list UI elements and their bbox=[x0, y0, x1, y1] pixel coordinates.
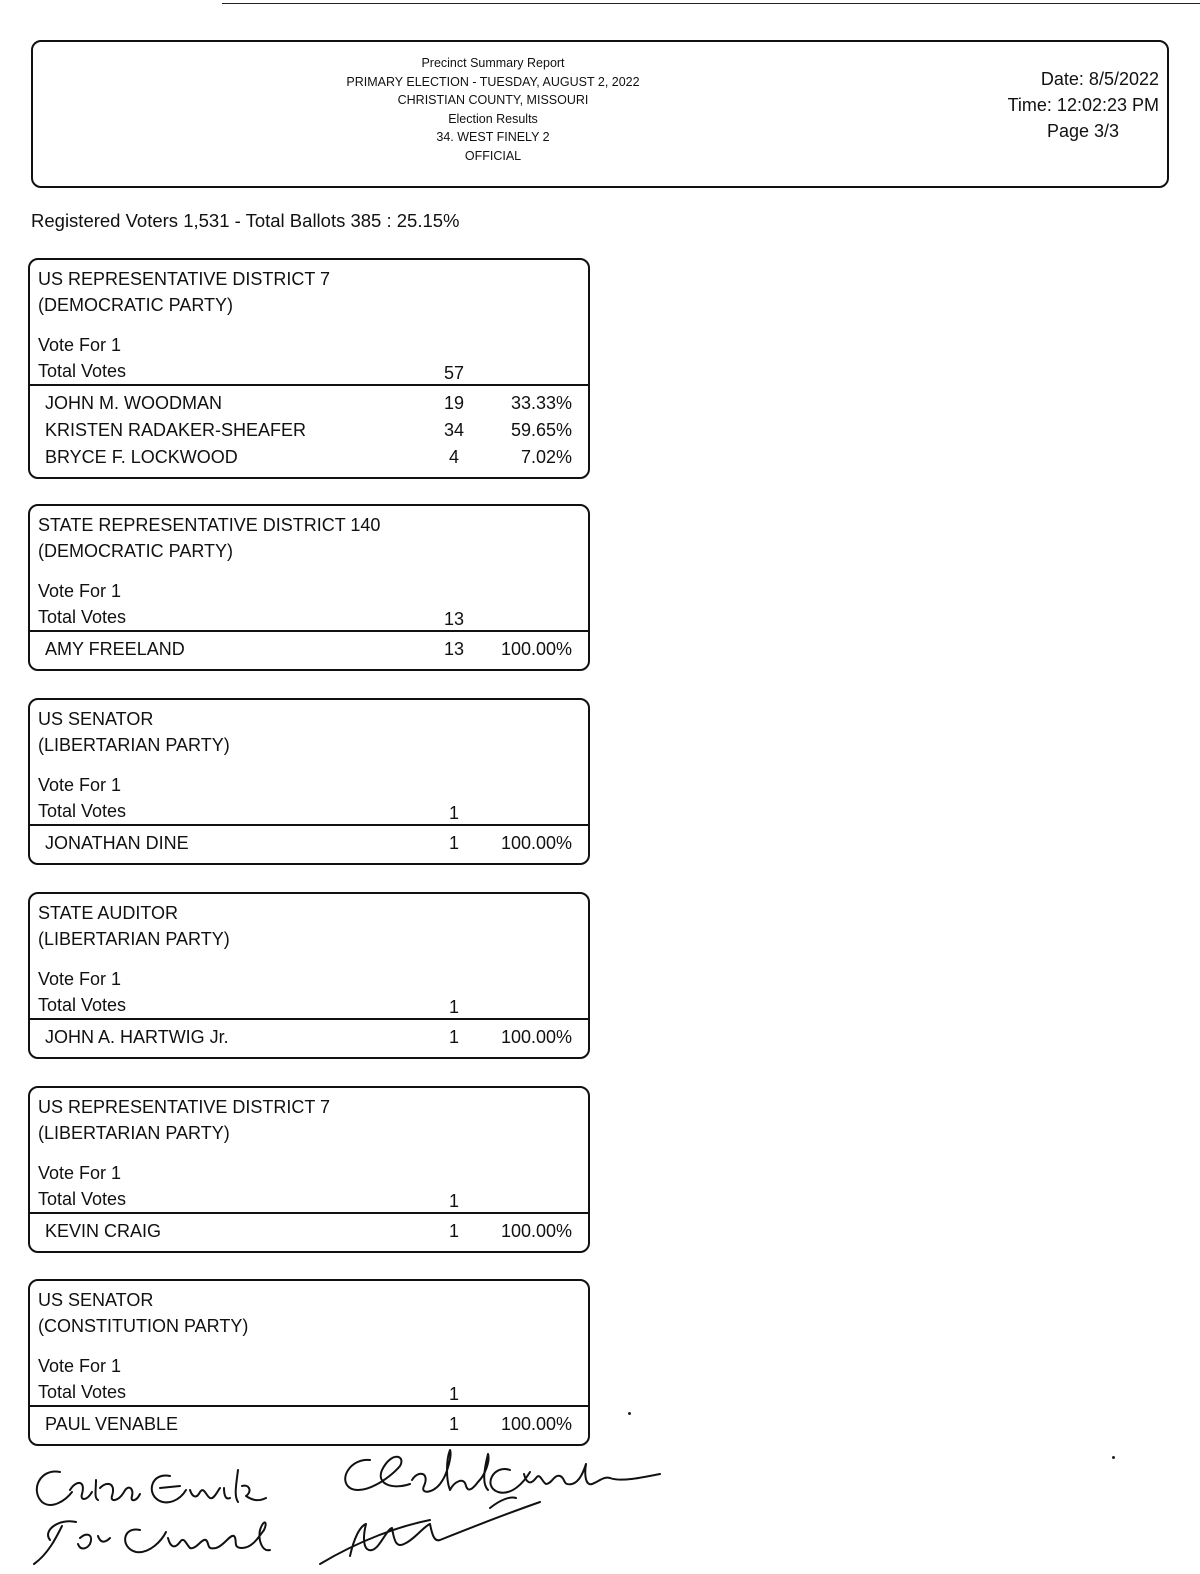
contest-party: (CONSTITUTION PARTY) bbox=[38, 1316, 249, 1336]
candidate-name: BRYCE F. LOCKWOOD bbox=[45, 447, 238, 467]
contest-party: (LIBERTARIAN PARTY) bbox=[38, 735, 230, 755]
county-name: CHRISTIAN COUNTY, MISSOURI bbox=[397, 93, 589, 107]
signature-4 bbox=[320, 1497, 540, 1564]
total-votes-value: 13 bbox=[443, 609, 465, 629]
candidate-list bbox=[30, 1212, 588, 1251]
candidate-percent: 100.00% bbox=[500, 639, 572, 659]
total-votes-value: 1 bbox=[448, 1191, 459, 1211]
signatures-area bbox=[20, 1430, 700, 1574]
candidate-percent: 100.00% bbox=[500, 1221, 572, 1241]
total-votes-value: 57 bbox=[443, 363, 465, 383]
candidate-votes: 13 bbox=[443, 639, 465, 659]
total-votes-label: Total Votes bbox=[38, 361, 127, 381]
total-votes-label: Total Votes bbox=[38, 801, 127, 821]
turnout-summary: Registered Voters 1,531 - Total Ballots 385 : 25.15% bbox=[31, 210, 460, 231]
total-votes-label: Total Votes bbox=[38, 1382, 127, 1402]
candidate-list bbox=[30, 384, 588, 477]
report-date: Date: 8/5/2022 bbox=[1040, 69, 1159, 89]
candidate-votes: 34 bbox=[443, 420, 465, 440]
candidate-name: PAUL VENABLE bbox=[45, 1414, 179, 1434]
candidate-row bbox=[30, 417, 588, 444]
signature-lisa-russell bbox=[34, 1521, 270, 1564]
total-votes-label: Total Votes bbox=[38, 607, 127, 627]
candidate-votes: 4 bbox=[448, 447, 459, 467]
candidate-percent: 7.02% bbox=[520, 447, 572, 467]
report-title-block bbox=[283, 54, 703, 165]
candidate-percent: 33.33% bbox=[510, 393, 572, 413]
signature-robert-graham bbox=[345, 1450, 660, 1493]
contest-party: (DEMOCRATIC PARTY) bbox=[38, 541, 234, 561]
contest-title: US SENATOR bbox=[38, 709, 154, 729]
candidate-percent: 100.00% bbox=[500, 833, 572, 853]
candidate-list bbox=[30, 630, 588, 669]
vote-for: Vote For 1 bbox=[38, 1163, 122, 1183]
report-status: OFFICIAL bbox=[464, 148, 522, 163]
candidate-votes: 1 bbox=[448, 1027, 459, 1047]
total-votes-row bbox=[30, 992, 588, 1018]
total-votes-value: 1 bbox=[448, 997, 459, 1017]
contest-box bbox=[28, 698, 590, 865]
candidate-percent: 100.00% bbox=[500, 1414, 572, 1434]
vote-for: Vote For 1 bbox=[38, 1356, 122, 1376]
candidate-percent: 100.00% bbox=[500, 1027, 572, 1047]
report-subtitle: Election Results bbox=[448, 111, 538, 126]
contest-box bbox=[28, 1086, 590, 1253]
total-votes-row bbox=[30, 358, 588, 384]
candidate-row bbox=[30, 1218, 588, 1245]
vote-for: Vote For 1 bbox=[38, 335, 122, 355]
report-meta bbox=[1008, 66, 1159, 144]
stray-mark bbox=[1112, 1456, 1115, 1459]
total-votes-row bbox=[30, 1186, 588, 1212]
total-votes-row bbox=[30, 604, 588, 630]
report-title: Precinct Summary Report bbox=[421, 56, 565, 70]
contest-party: (LIBERTARIAN PARTY) bbox=[38, 1123, 230, 1143]
candidate-row bbox=[30, 1024, 588, 1051]
candidate-votes: 1 bbox=[448, 1414, 459, 1434]
stray-mark bbox=[628, 1412, 631, 1415]
candidate-votes: 1 bbox=[448, 1221, 459, 1241]
candidate-name: JOHN A. HARTWIG Jr. bbox=[45, 1027, 229, 1047]
contest-party: (LIBERTARIAN PARTY) bbox=[38, 929, 230, 949]
candidate-row bbox=[30, 444, 588, 471]
contest-title: STATE AUDITOR bbox=[38, 903, 179, 923]
candidate-row bbox=[30, 390, 588, 417]
candidate-row bbox=[30, 636, 588, 663]
precinct-name: 34. WEST FINELY 2 bbox=[436, 130, 550, 144]
candidate-row bbox=[30, 830, 588, 857]
total-votes-row bbox=[30, 798, 588, 824]
candidate-name: AMY FREELAND bbox=[45, 639, 185, 659]
total-votes-row bbox=[30, 1379, 588, 1405]
contest-party: (DEMOCRATIC PARTY) bbox=[38, 295, 234, 315]
contest-title: US REPRESENTATIVE DISTRICT 7 bbox=[38, 1097, 331, 1117]
contest-box bbox=[28, 258, 590, 479]
candidate-name: JONATHAN DINE bbox=[45, 833, 189, 853]
election-name: PRIMARY ELECTION - TUESDAY, AUGUST 2, 2022 bbox=[346, 74, 640, 89]
contest-box bbox=[28, 892, 590, 1059]
candidate-name: JOHN M. WOODMAN bbox=[45, 393, 222, 413]
vote-for: Vote For 1 bbox=[38, 969, 122, 989]
total-votes-value: 1 bbox=[448, 803, 459, 823]
candidate-list bbox=[30, 824, 588, 863]
contest-title: US REPRESENTATIVE DISTRICT 7 bbox=[38, 269, 331, 289]
candidate-votes: 19 bbox=[443, 393, 465, 413]
candidate-name: KEVIN CRAIG bbox=[45, 1221, 162, 1241]
signature-carla-ewick bbox=[37, 1470, 266, 1505]
candidate-name: KRISTEN RADAKER-SHEAFER bbox=[45, 420, 307, 440]
contest-box bbox=[28, 504, 590, 671]
total-votes-value: 1 bbox=[448, 1384, 459, 1404]
candidate-list bbox=[30, 1018, 588, 1057]
vote-for: Vote For 1 bbox=[38, 581, 122, 601]
vote-for: Vote For 1 bbox=[38, 775, 122, 795]
candidate-votes: 1 bbox=[448, 833, 459, 853]
candidate-percent: 59.65% bbox=[510, 420, 572, 440]
top-rule bbox=[222, 3, 1200, 4]
report-time: Time: 12:02:23 PM bbox=[1007, 95, 1159, 115]
report-header bbox=[31, 40, 1169, 188]
contest-title: US SENATOR bbox=[38, 1290, 154, 1310]
page-number: Page 3/3 bbox=[1046, 121, 1119, 141]
contest-box bbox=[28, 1279, 590, 1446]
total-votes-label: Total Votes bbox=[38, 1189, 127, 1209]
total-votes-label: Total Votes bbox=[38, 995, 127, 1015]
contest-title: STATE REPRESENTATIVE DISTRICT 140 bbox=[38, 515, 381, 535]
